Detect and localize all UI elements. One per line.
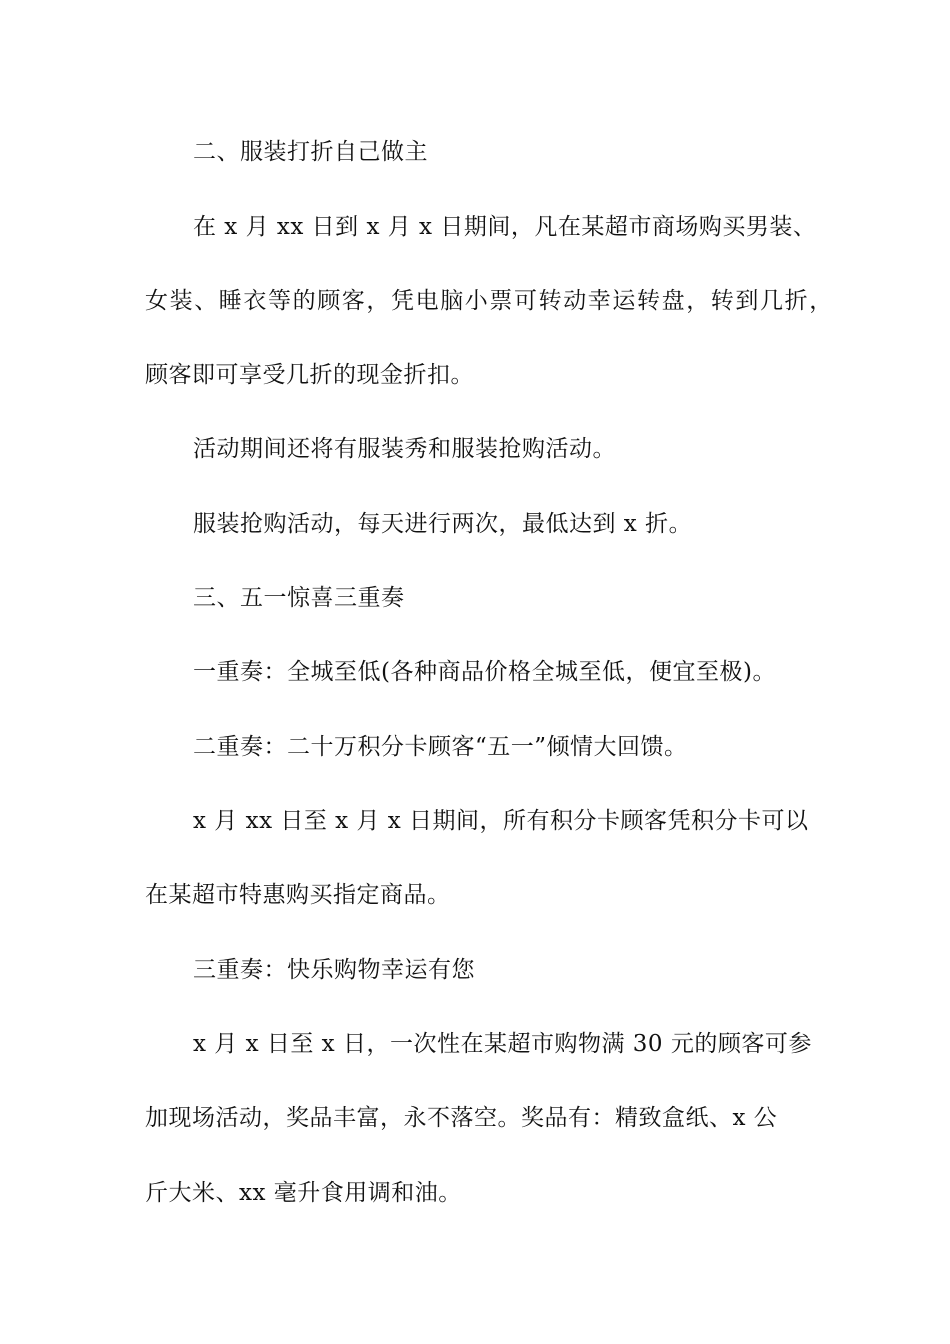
paragraph-line: 女装、睡衣等的顾客，凭电脑小票可转动幸运转盘，转到几折， — [145, 288, 834, 314]
paragraph-line: 一重奏：全城至低(各种商品价格全城至低，便宜至极)。 — [193, 659, 776, 685]
paragraph-line: x 月 xx 日至 x 月 x 日期间，所有积分卡顾客凭积分卡可以 — [193, 808, 809, 834]
paragraph-line: 在某超市特惠购买指定商品。 — [145, 882, 451, 908]
paragraph-line: 斤大米、xx 毫升食用调和油。 — [145, 1180, 462, 1206]
paragraph-line: 服装抢购活动，每天进行两次，最低达到 x 折。 — [193, 511, 693, 537]
paragraph-line: 活动期间还将有服装秀和服装抢购活动。 — [193, 436, 616, 462]
section-heading-triple-surprise: 三、五一惊喜三重奏 — [193, 585, 405, 611]
paragraph-line: 二重奏：二十万积分卡顾客“五一”倾情大回馈。 — [193, 734, 688, 760]
paragraph-line: 在 x 月 xx 日到 x 月 x 日期间，凡在某超市商场购买男装、 — [193, 214, 817, 240]
paragraph-line: x 月 x 日至 x 日，一次性在某超市购物满 30 元的顾客可参 — [193, 1031, 812, 1057]
paragraph-line: 加现场活动，奖品丰富，永不落空。奖品有：精致盒纸、x 公 — [145, 1105, 778, 1131]
section-heading-clothing-discount: 二、服装打折自己做主 — [193, 139, 428, 165]
paragraph-line: 顾客即可享受几折的现金折扣。 — [145, 362, 474, 388]
paragraph-line: 三重奏：快乐购物幸运有您 — [193, 957, 475, 983]
